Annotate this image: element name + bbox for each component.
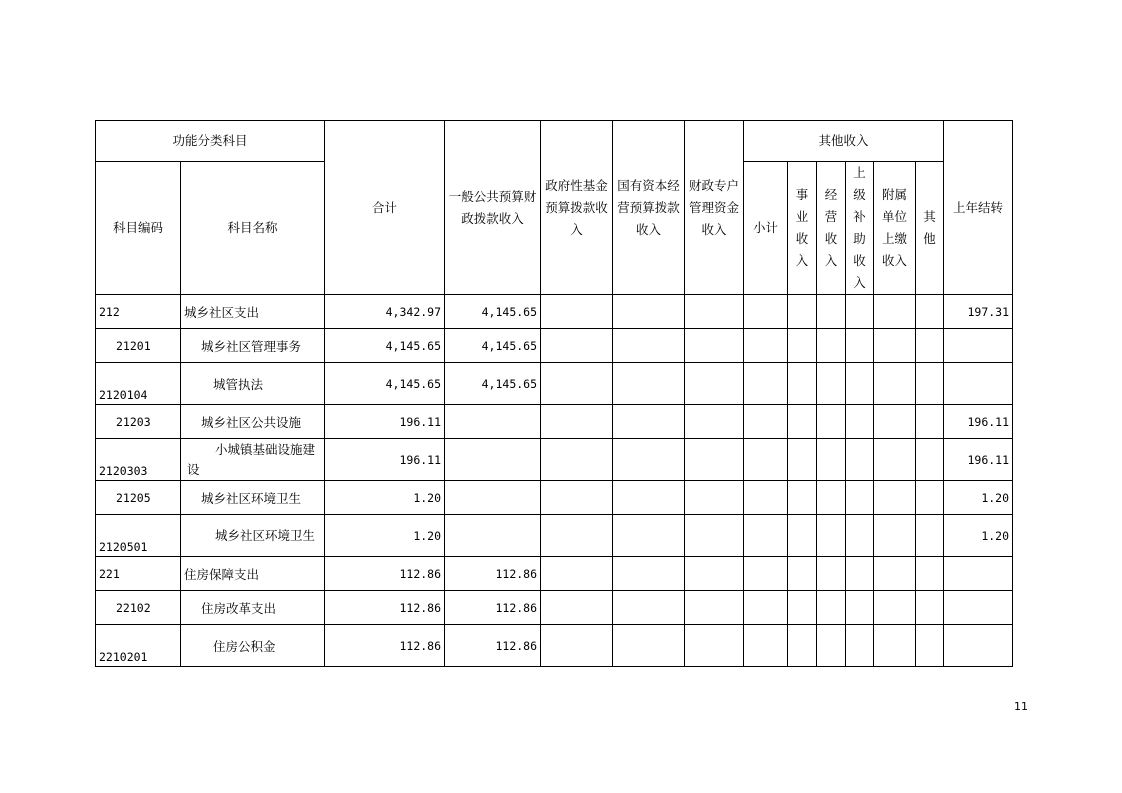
row-cell	[916, 405, 944, 439]
row-carryover: 196.11	[944, 405, 1013, 439]
table-row	[96, 557, 1013, 591]
row-cell	[541, 515, 613, 557]
row-cell	[613, 591, 685, 625]
row-cell	[846, 329, 874, 363]
row-cell	[788, 625, 817, 667]
header-other: 其他	[916, 162, 944, 295]
row-carryover	[944, 625, 1013, 667]
row-cell	[613, 439, 685, 481]
row-cell	[916, 481, 944, 515]
row-cell	[685, 515, 744, 557]
row-code: 21205	[96, 481, 181, 515]
row-general: 112.86	[445, 625, 541, 667]
row-cell	[874, 405, 916, 439]
row-cell	[916, 625, 944, 667]
row-cell	[541, 557, 613, 591]
table-row	[96, 405, 1013, 439]
row-cell	[788, 363, 817, 405]
row-cell	[817, 295, 846, 329]
row-cell	[613, 405, 685, 439]
row-total: 1.20	[325, 515, 445, 557]
row-cell	[788, 439, 817, 481]
row-name: 城乡社区环境卫生	[181, 481, 325, 515]
row-cell	[541, 591, 613, 625]
row-cell	[846, 481, 874, 515]
row-code: 21203	[96, 405, 181, 439]
header-other-income: 其他收入	[744, 121, 944, 162]
row-carryover: 1.20	[944, 481, 1013, 515]
row-code: 2120501	[96, 515, 181, 557]
row-name: 城乡社区管理事务	[181, 329, 325, 363]
row-general: 112.86	[445, 591, 541, 625]
row-total: 112.86	[325, 625, 445, 667]
row-name: 小城镇基础设施建设	[181, 439, 325, 481]
row-carryover	[944, 363, 1013, 405]
row-cell	[788, 557, 817, 591]
row-cell	[874, 515, 916, 557]
row-carryover: 1.20	[944, 515, 1013, 557]
row-cell	[846, 405, 874, 439]
row-cell	[685, 591, 744, 625]
row-carryover	[944, 591, 1013, 625]
header-affiliated: 附属单位上缴收入	[874, 162, 916, 295]
header-name: 科目名称	[181, 162, 325, 295]
table-row	[96, 515, 1013, 557]
row-cell	[916, 295, 944, 329]
row-cell	[817, 363, 846, 405]
row-cell	[874, 439, 916, 481]
row-total: 196.11	[325, 405, 445, 439]
page-number: 11	[1014, 700, 1028, 713]
row-cell	[613, 557, 685, 591]
row-cell	[817, 405, 846, 439]
row-cell	[846, 515, 874, 557]
row-cell	[916, 515, 944, 557]
row-cell	[788, 591, 817, 625]
row-cell	[685, 405, 744, 439]
row-code: 221	[96, 557, 181, 591]
row-cell	[744, 625, 788, 667]
row-cell	[874, 363, 916, 405]
row-cell	[874, 329, 916, 363]
row-cell	[685, 481, 744, 515]
header-fiscal-special: 财政专户管理资金收入	[685, 121, 744, 295]
row-cell	[613, 515, 685, 557]
row-name: 住房保障支出	[181, 557, 325, 591]
row-cell	[788, 515, 817, 557]
row-carryover: 196.11	[944, 439, 1013, 481]
row-cell	[744, 515, 788, 557]
row-cell	[817, 625, 846, 667]
row-cell	[744, 405, 788, 439]
header-operating: 经营收入	[817, 162, 846, 295]
row-cell	[817, 591, 846, 625]
row-cell	[874, 295, 916, 329]
row-general: 4,145.65	[445, 363, 541, 405]
row-cell	[788, 481, 817, 515]
row-cell	[874, 481, 916, 515]
row-cell	[846, 295, 874, 329]
row-name: 城乡社区支出	[181, 295, 325, 329]
table-row	[96, 295, 1013, 329]
row-cell	[685, 295, 744, 329]
table-row	[96, 329, 1013, 363]
row-cell	[613, 329, 685, 363]
row-cell	[613, 625, 685, 667]
row-cell	[817, 481, 846, 515]
row-general	[445, 439, 541, 481]
row-cell	[916, 363, 944, 405]
header-superior-subsidy: 上级补助收入	[846, 162, 874, 295]
row-cell	[613, 363, 685, 405]
row-carryover: 197.31	[944, 295, 1013, 329]
row-name: 城乡社区环境卫生	[181, 515, 325, 557]
row-cell	[744, 439, 788, 481]
table-row	[96, 481, 1013, 515]
row-name: 城乡社区公共设施	[181, 405, 325, 439]
row-cell	[916, 591, 944, 625]
row-cell	[916, 557, 944, 591]
header-total: 合计	[325, 121, 445, 295]
table-row	[96, 625, 1013, 667]
row-carryover	[944, 329, 1013, 363]
table-row	[96, 439, 1013, 481]
row-name: 住房改革支出	[181, 591, 325, 625]
table-row	[96, 363, 1013, 405]
row-total: 112.86	[325, 557, 445, 591]
row-cell	[874, 591, 916, 625]
row-cell	[685, 363, 744, 405]
budget-table	[95, 120, 1013, 667]
row-cell	[744, 329, 788, 363]
row-cell	[788, 405, 817, 439]
row-cell	[846, 363, 874, 405]
row-cell	[846, 625, 874, 667]
row-general: 112.86	[445, 557, 541, 591]
row-cell	[817, 329, 846, 363]
row-cell	[916, 329, 944, 363]
row-cell	[541, 295, 613, 329]
row-cell	[846, 439, 874, 481]
row-cell	[846, 591, 874, 625]
row-total: 112.86	[325, 591, 445, 625]
row-cell	[744, 363, 788, 405]
row-code: 212	[96, 295, 181, 329]
header-code: 科目编码	[96, 162, 181, 295]
header-business: 事业收入	[788, 162, 817, 295]
row-cell	[541, 329, 613, 363]
row-total: 4,145.65	[325, 363, 445, 405]
row-cell	[541, 481, 613, 515]
row-cell	[788, 329, 817, 363]
row-cell	[541, 363, 613, 405]
row-cell	[846, 557, 874, 591]
row-code: 2120104	[96, 363, 181, 405]
row-cell	[685, 329, 744, 363]
header-general-budget: 一般公共预算财政拨款收入	[445, 121, 541, 295]
row-cell	[874, 625, 916, 667]
row-general: 4,145.65	[445, 295, 541, 329]
row-cell	[613, 481, 685, 515]
row-total: 1.20	[325, 481, 445, 515]
row-cell	[744, 481, 788, 515]
row-carryover	[944, 557, 1013, 591]
row-code: 2120303	[96, 439, 181, 481]
row-total: 4,145.65	[325, 329, 445, 363]
header-subtotal: 小计	[744, 162, 788, 295]
row-code: 22102	[96, 591, 181, 625]
header-gov-fund: 政府性基金预算拨款收入	[541, 121, 613, 295]
row-cell	[817, 557, 846, 591]
row-cell	[744, 557, 788, 591]
row-cell	[685, 557, 744, 591]
row-cell	[744, 295, 788, 329]
row-name: 城管执法	[181, 363, 325, 405]
row-cell	[685, 625, 744, 667]
row-cell	[541, 625, 613, 667]
row-general: 4,145.65	[445, 329, 541, 363]
header-state-capital: 国有资本经营预算拨款收入	[613, 121, 685, 295]
row-general	[445, 405, 541, 439]
row-total: 4,342.97	[325, 295, 445, 329]
row-cell	[874, 557, 916, 591]
row-cell	[744, 591, 788, 625]
header-function-category: 功能分类科目	[96, 121, 325, 162]
row-cell	[541, 439, 613, 481]
row-name: 住房公积金	[181, 625, 325, 667]
row-cell	[541, 405, 613, 439]
row-code: 2210201	[96, 625, 181, 667]
row-cell	[817, 515, 846, 557]
row-general	[445, 481, 541, 515]
row-cell	[613, 295, 685, 329]
row-general	[445, 515, 541, 557]
row-cell	[916, 439, 944, 481]
row-cell	[685, 439, 744, 481]
row-cell	[788, 295, 817, 329]
row-code: 21201	[96, 329, 181, 363]
header-carryover: 上年结转	[944, 121, 1013, 295]
table-row	[96, 591, 1013, 625]
row-total: 196.11	[325, 439, 445, 481]
row-cell	[817, 439, 846, 481]
